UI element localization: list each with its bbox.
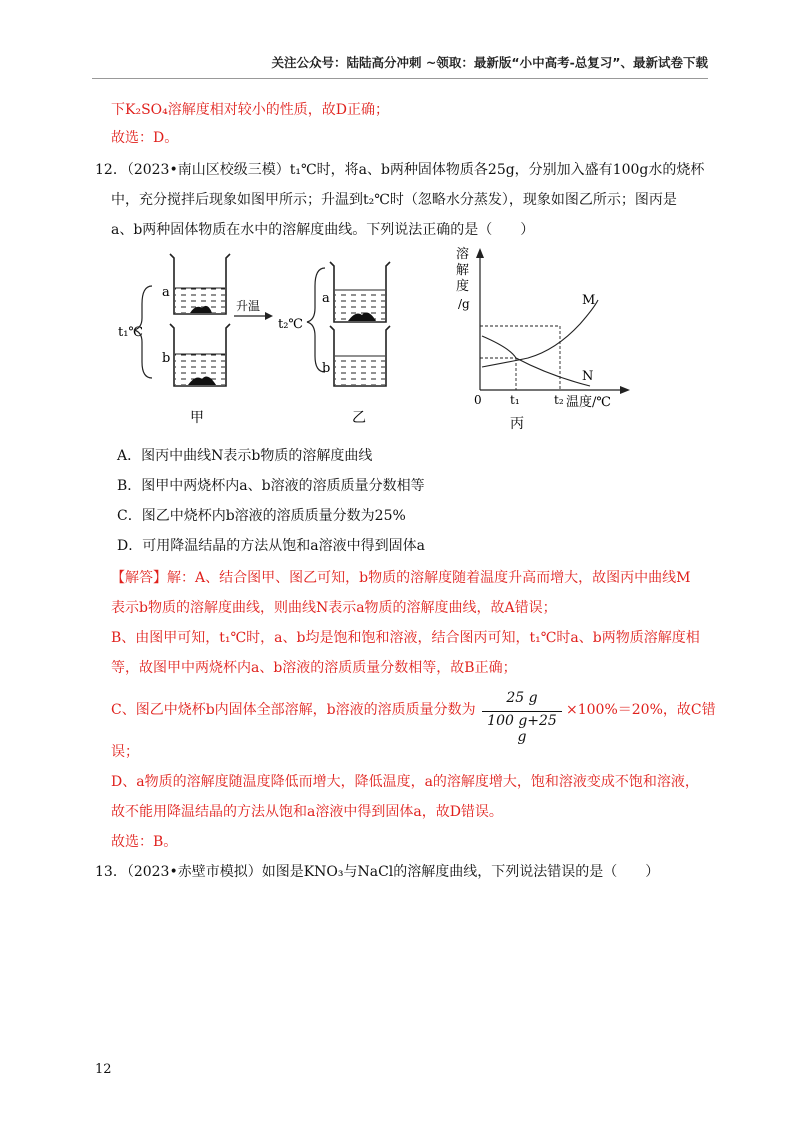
answer-final: 故选：B。 bbox=[111, 834, 178, 850]
answer-tag: 【解答】 bbox=[111, 570, 167, 586]
jia-t1-label: t₁℃ bbox=[118, 325, 143, 340]
q12-stem-line-2: 中，充分搅拌后现象如图甲所示；升温到t₂℃时（忽略水分蒸发），现象如图乙所示；图丙是 bbox=[111, 192, 677, 208]
bing-t2: t₂ bbox=[554, 393, 564, 407]
prev-answer-line: 下K₂SO₄溶解度相对较小的性质，故D正确； bbox=[111, 102, 389, 118]
prev-final-answer: 故选：D。 bbox=[111, 130, 179, 146]
option-c: C．图乙中烧杯内b溶液的溶质质量分数为25% bbox=[117, 508, 406, 524]
answer-a-line-2: 表示b物质的溶解度曲线，则曲线N表示a物质的溶解度曲线，故A错误； bbox=[111, 600, 557, 616]
answer-c-line-1: C、图乙中烧杯b内固体全部溶解，b溶液的溶质质量分数为 bbox=[111, 702, 476, 718]
beaker-b-heated bbox=[322, 326, 390, 386]
answer-b-line-1: B、由图甲可知，t₁℃时，a、b均是饱和饱和溶液，结合图丙可知，t₁℃时a、b两物质溶解度相 bbox=[111, 630, 700, 646]
bing-ylabel-1: 溶 bbox=[456, 247, 470, 262]
answer-a-line-1 bbox=[111, 568, 690, 588]
label-M: M bbox=[582, 293, 596, 308]
q12-stem-line-1: 12．（2023•南山区校级三模）t₁℃时，将a、b两种固体物质各25g，分别加入盛有100g水的烧杯 bbox=[95, 162, 705, 178]
figure-bing-solubility-chart bbox=[456, 246, 630, 432]
fraction-bar bbox=[482, 711, 562, 712]
bing-xlabel: 温度/℃ bbox=[566, 395, 611, 410]
answer-a-text: 解：A、结合图甲、图乙可知，b物质的溶解度随着温度升高而增大，故图丙中曲线M bbox=[167, 570, 691, 586]
fraction-numerator: 25 g bbox=[506, 690, 538, 706]
yi-caption: 乙 bbox=[352, 410, 366, 426]
answer-b-line-2: 等，故图甲中两烧杯内a、b溶液的溶质质量分数相等，故B正确； bbox=[111, 660, 517, 676]
mass-fraction-formula bbox=[482, 690, 562, 745]
yi-label-a: a bbox=[322, 291, 330, 306]
answer-d-line-1: D、a物质的溶解度随温度降低而增大，降低温度，a的溶解度增大，饱和溶液变成不饱和溶液， bbox=[111, 774, 699, 790]
answer-c-tail: ×100%＝20%，故C错 bbox=[566, 702, 716, 718]
figure-jia bbox=[118, 254, 230, 426]
beaker-b bbox=[162, 324, 230, 386]
jia-label-a: a bbox=[162, 285, 170, 300]
bing-t1: t₁ bbox=[510, 393, 520, 407]
q12-figure bbox=[110, 244, 650, 440]
bing-origin: 0 bbox=[474, 393, 482, 407]
q13-stem: 13．（2023•赤壁市模拟）如图是KNO₃与NaCl的溶解度曲线，下列说法错误的是（ ） bbox=[95, 864, 660, 880]
arrow-label: 升温 bbox=[236, 299, 261, 313]
label-N: N bbox=[582, 369, 594, 384]
yi-t2-label: t₂℃ bbox=[278, 317, 303, 332]
fraction-denominator: 100 g+25 g bbox=[487, 713, 557, 745]
bing-ylabel-2: 解 bbox=[456, 263, 470, 278]
jia-caption: 甲 bbox=[190, 410, 204, 426]
answer-c-line-2: 误； bbox=[111, 744, 139, 760]
jia-label-b: b bbox=[162, 351, 171, 366]
answer-d-line-2: 故不能用降温结晶的方法从饱和a溶液中得到固体a，故D错误。 bbox=[111, 804, 503, 820]
yi-label-b: b bbox=[322, 361, 331, 376]
page-header: 关注公众号：陆陆高分冲刺 ~领取：最新版“小中高考-总复习”、最新试卷下载 bbox=[271, 55, 708, 70]
option-a: A．图丙中曲线N表示b物质的溶解度曲线 bbox=[117, 448, 373, 464]
beaker-a bbox=[162, 254, 230, 314]
option-b: B．图甲中两烧杯内a、b溶液的溶质质量分数相等 bbox=[117, 478, 425, 494]
header-divider bbox=[92, 78, 708, 79]
figure-yi bbox=[278, 262, 390, 426]
heating-arrow bbox=[234, 298, 273, 320]
q12-stem-line-3: a、b两种固体物质在水中的溶解度曲线。下列说法正确的是（ ） bbox=[111, 222, 535, 238]
bing-caption: 丙 bbox=[510, 416, 524, 432]
curve-M bbox=[482, 300, 598, 367]
bing-ylabel-4: /g bbox=[458, 297, 470, 311]
page-number: 12 bbox=[95, 1062, 112, 1077]
beaker-a-heated bbox=[322, 262, 390, 322]
curve-N bbox=[482, 336, 590, 386]
option-d: D．可用降温结晶的方法从饱和a溶液中得到固体a bbox=[117, 538, 425, 554]
bing-ylabel-3: 度 bbox=[456, 279, 470, 294]
